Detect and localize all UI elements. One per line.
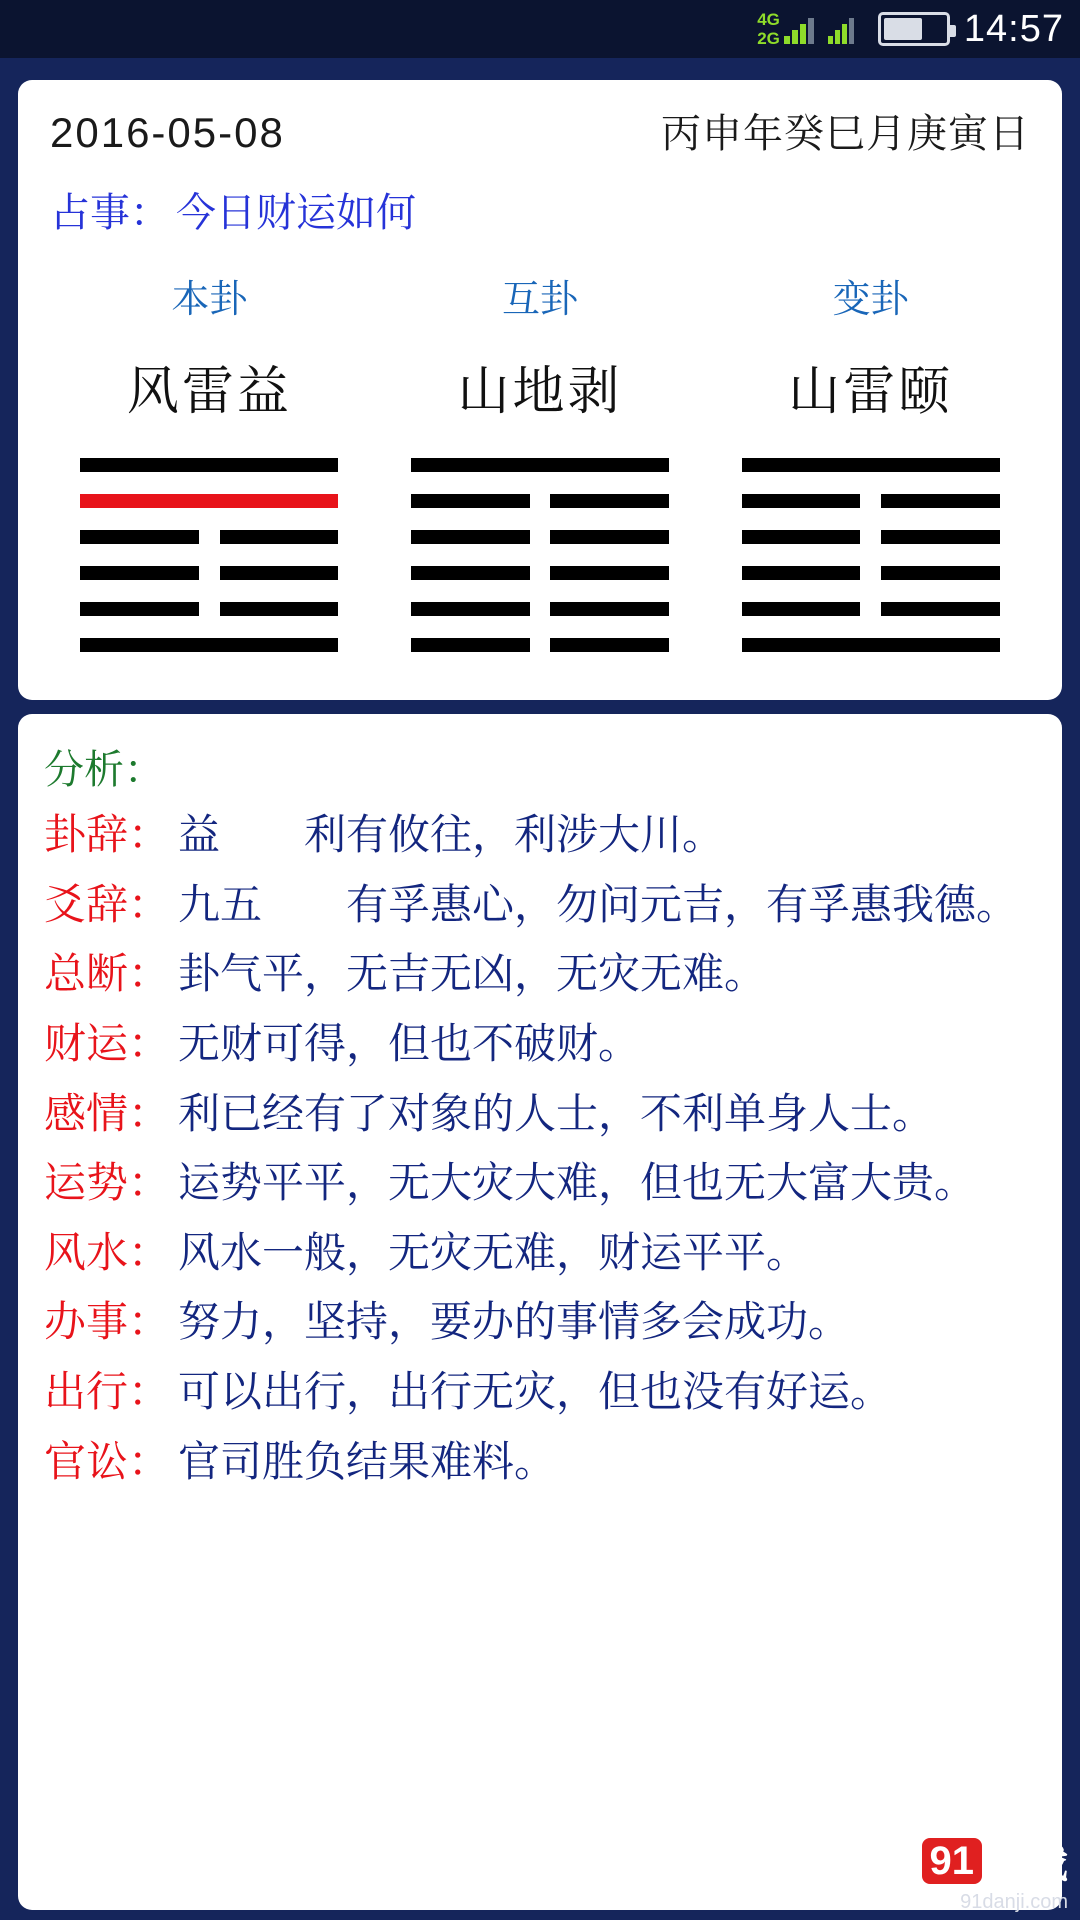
- question-row: [44, 181, 1036, 238]
- date-text: 2016-05-08: [50, 109, 285, 156]
- signal-group: [757, 10, 868, 48]
- analysis-text: 官司胜负结果难料。: [178, 1439, 557, 1486]
- analysis-row: [44, 1364, 1036, 1424]
- analysis-label: 财运：: [44, 1021, 171, 1068]
- analysis-label: 出行：: [44, 1370, 171, 1416]
- watermark-word: 游戏: [988, 1842, 1068, 1886]
- analysis-label: 爻辞：: [44, 882, 171, 929]
- hexagram-hu: [375, 458, 706, 674]
- hex-line: [742, 638, 1000, 652]
- hex-line: [742, 530, 1000, 544]
- network-labels: [757, 10, 780, 48]
- hex-line-changing: [80, 494, 338, 508]
- hexagram-name-hu: 山地剥: [457, 364, 623, 421]
- hexagram-diagrams: [44, 458, 1036, 674]
- analysis-row: [44, 877, 1036, 937]
- analysis-text: 益 利有攸往，利涉大川。: [178, 813, 725, 859]
- hex-line: [80, 566, 338, 580]
- analysis-row: [44, 1225, 1036, 1285]
- hex-line: [411, 638, 669, 652]
- signal-bars-secondary-icon: [828, 14, 856, 44]
- analysis-label: 感情：: [44, 1091, 171, 1138]
- analysis-text: 运势平平，无大灾大难，但也无大富大贵。: [178, 1161, 977, 1208]
- hexagram-title-hu: 互卦: [502, 279, 579, 321]
- watermark-logo: [922, 1832, 1069, 1889]
- status-clock: 14:57: [963, 7, 1064, 50]
- hex-line: [411, 458, 669, 472]
- hex-line: [80, 530, 338, 544]
- hex-line: [411, 494, 669, 508]
- hexagram-title-ben: 本卦: [171, 279, 248, 321]
- analysis-label: 卦辞：: [44, 813, 171, 859]
- question-label: 占事：: [50, 190, 170, 235]
- hex-line: [742, 566, 1000, 580]
- analysis-row: [44, 946, 1036, 1006]
- analysis-text: 利已经有了对象的人士，不利单身人士。: [178, 1091, 935, 1138]
- analysis-row: [44, 807, 1036, 867]
- analysis-label: 办事：: [44, 1300, 171, 1347]
- hex-line: [742, 458, 1000, 472]
- hex-line: [411, 530, 669, 544]
- analysis-text: 无财可得，但也不破财。: [178, 1021, 641, 1068]
- analysis-row: [44, 1155, 1036, 1215]
- hex-line: [742, 602, 1000, 616]
- battery-icon: [878, 12, 950, 46]
- ganzhi-text: 丙申年癸巳月庚寅日: [661, 111, 1030, 156]
- analysis-label: 总断：: [44, 952, 171, 999]
- hex-line: [80, 638, 338, 652]
- hexagram-names: [44, 349, 1036, 424]
- watermark-number: 91: [922, 1838, 983, 1884]
- analysis-label: 运势：: [44, 1161, 171, 1208]
- analysis-text: 可以出行，出行无灾，但也没有好运。: [178, 1370, 893, 1416]
- status-bar: [0, 0, 1080, 58]
- analysis-row: [44, 1294, 1036, 1354]
- analysis-text: 九五 有孚惠心，勿问元吉，有孚惠我德。: [178, 882, 1019, 929]
- hexagram-name-ben: 风雷益: [126, 364, 292, 421]
- question-value: 今日财运如何: [176, 190, 416, 235]
- analysis-text: 努力，坚持，要办的事情多会成功。: [178, 1300, 851, 1347]
- date-row: [44, 102, 1036, 159]
- hex-line: [411, 566, 669, 580]
- analysis-row: [44, 1086, 1036, 1146]
- hex-line: [742, 494, 1000, 508]
- analysis-label: 风水：: [44, 1230, 171, 1277]
- analysis-text: 风水一般，无灾无难，财运平平。: [178, 1230, 809, 1277]
- analysis-card: [18, 714, 1062, 1910]
- hexagram-name-bian: 山雷颐: [788, 364, 954, 421]
- watermark: [922, 1832, 1069, 1914]
- analysis-row: [44, 1434, 1036, 1494]
- analysis-row: [44, 1016, 1036, 1076]
- divination-card: [18, 80, 1062, 700]
- hex-line: [80, 458, 338, 472]
- analysis-text: 卦气平，无吉无凶，无灾无难。: [178, 952, 767, 999]
- analysis-label: 官讼：: [44, 1439, 171, 1486]
- network-4g-label: 4G: [757, 10, 780, 29]
- signal-bars-primary-icon: [784, 14, 816, 44]
- hex-line: [411, 602, 669, 616]
- hex-line: [80, 602, 338, 616]
- analysis-title: 分析：: [44, 747, 164, 792]
- network-2g-label: 2G: [757, 29, 780, 48]
- hexagram-titles: [44, 268, 1036, 323]
- watermark-sub: 91danji.com: [960, 1891, 1068, 1913]
- hexagram-bian: [705, 458, 1036, 674]
- hexagram-title-bian: 变卦: [832, 279, 909, 321]
- hexagram-ben: [44, 458, 375, 674]
